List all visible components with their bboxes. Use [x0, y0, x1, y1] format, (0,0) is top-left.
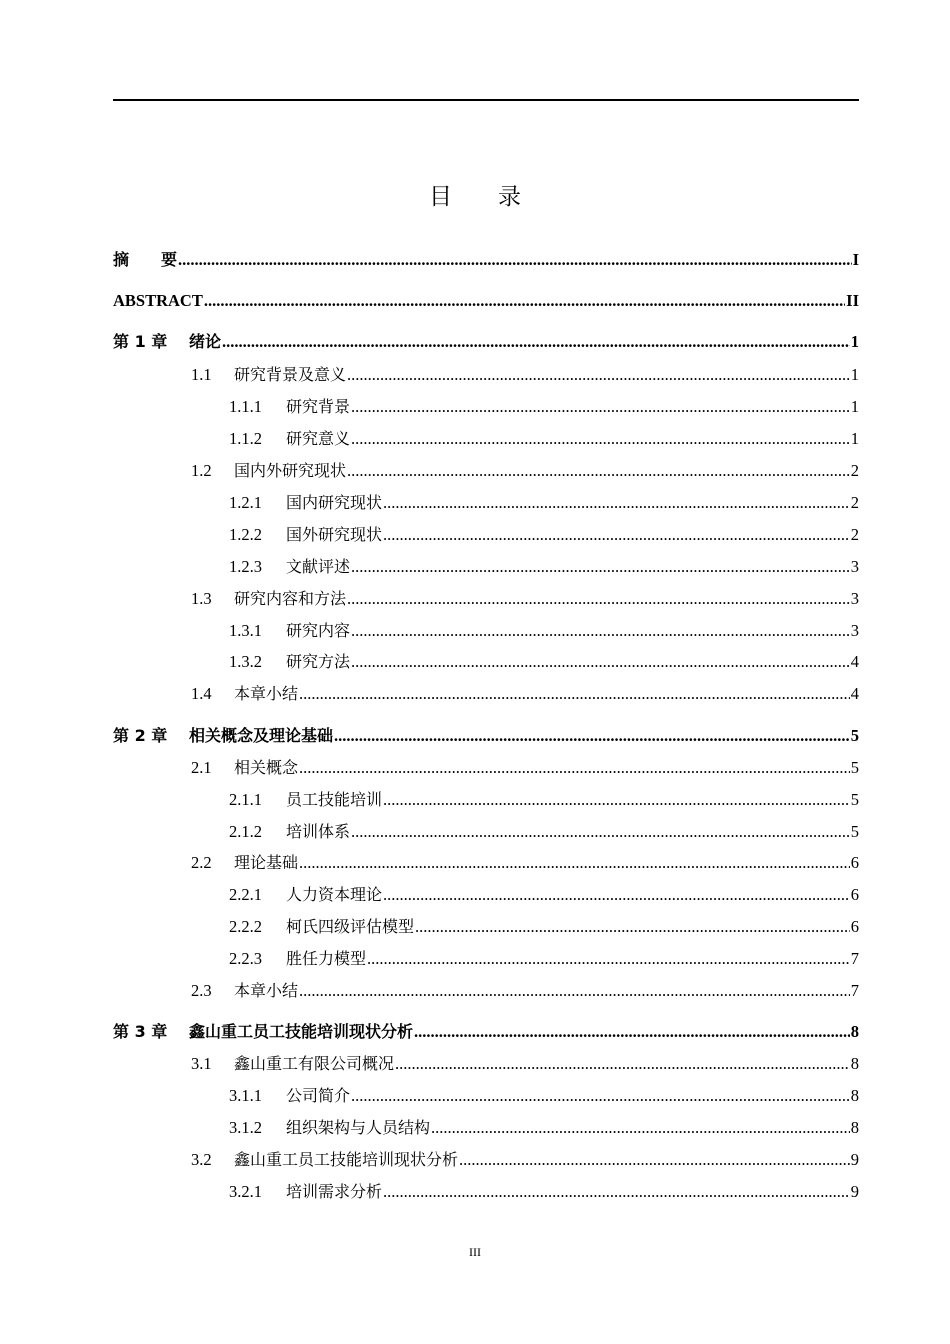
toc-entry-label: 培训体系	[286, 822, 351, 841]
toc-entry-number: 3.2.1	[229, 1182, 262, 1201]
toc-entry-label: 研究内容和方法	[234, 589, 347, 608]
dot-leader	[351, 651, 850, 673]
toc-entry-label: 国内研究现状	[286, 493, 383, 512]
header-rule	[113, 99, 859, 101]
toc-entry-page: 7	[850, 981, 859, 1000]
toc-entry-number: 1.2.2	[229, 525, 262, 544]
toc-entry-number: 1.1.1	[229, 397, 262, 416]
toc-entry-label: 研究背景及意义	[234, 365, 347, 384]
dot-leader	[351, 821, 850, 843]
dot-leader	[395, 1053, 850, 1075]
toc-entry-number: 2.2.1	[229, 885, 262, 904]
toc-entry-label: 公司简介	[286, 1086, 351, 1105]
toc-entry-number: 1.1	[191, 365, 212, 384]
toc-entry-page: 1	[850, 397, 859, 416]
dot-leader	[334, 725, 850, 747]
toc-entry[interactable]	[0, 588, 950, 610]
toc-entry-number: 2.2	[191, 853, 212, 872]
toc-entry-label: 本章小结	[234, 684, 299, 703]
toc-entry-label: 相关概念及理论基础	[189, 726, 334, 745]
toc-entry[interactable]	[0, 725, 950, 747]
toc-entry-page: 1	[850, 365, 859, 384]
dot-leader	[347, 588, 850, 610]
toc-entry-page: 8	[850, 1022, 859, 1041]
toc-entry-label: 柯氏四级评估模型	[286, 917, 415, 936]
toc-entry-page: 3	[850, 557, 859, 576]
toc-entry-label: 鑫山重工员工技能培训现状分析	[189, 1022, 414, 1041]
toc-entry-label: ABSTRACT	[113, 291, 203, 310]
toc-entry-number: 2.3	[191, 981, 212, 1000]
dot-leader	[347, 460, 850, 482]
dot-leader	[351, 396, 850, 418]
toc-entry[interactable]	[0, 428, 950, 450]
toc-entry-label: 员工技能培训	[286, 790, 383, 809]
toc-entry[interactable]	[0, 757, 950, 779]
dot-leader	[415, 916, 850, 938]
toc-entry-number: 2.1.1	[229, 790, 262, 809]
toc-entry-label: 研究背景	[286, 397, 351, 416]
dot-leader	[383, 524, 850, 546]
dot-leader	[414, 1021, 850, 1043]
toc-entry-label: 组织架构与人员结构	[286, 1118, 431, 1137]
toc-entry[interactable]	[0, 1021, 950, 1043]
toc-entry-page: 6	[850, 853, 859, 872]
toc-entry-number: 1.1.2	[229, 429, 262, 448]
toc-entry-number: 第 2 章	[113, 726, 168, 745]
toc-entry-page: 8	[850, 1054, 859, 1073]
toc-entry-number: 3.2	[191, 1150, 212, 1169]
dot-leader	[351, 556, 850, 578]
toc-entry[interactable]	[0, 290, 950, 312]
toc-entry[interactable]	[0, 331, 950, 353]
toc-entry-label: 文献评述	[286, 557, 351, 576]
dot-leader	[383, 492, 850, 514]
toc-entry-page: 5	[850, 822, 859, 841]
dot-leader	[299, 980, 850, 1002]
dot-leader	[351, 1085, 850, 1107]
dot-leader	[222, 331, 850, 353]
toc-entry[interactable]	[0, 492, 950, 514]
toc-entry[interactable]	[0, 916, 950, 938]
dot-leader	[299, 757, 850, 779]
toc-entry[interactable]	[0, 1117, 950, 1139]
toc-entry-page: 5	[850, 790, 859, 809]
toc-entry-number: 2.2.3	[229, 949, 262, 968]
toc-entry-page: 6	[850, 885, 859, 904]
toc-entry-number: 1.3	[191, 589, 212, 608]
toc-entry-label: 鑫山重工员工技能培训现状分析	[234, 1150, 459, 1169]
toc-entry[interactable]	[0, 948, 950, 970]
page-number: III	[469, 1245, 481, 1259]
toc-entry-label: 研究内容	[286, 621, 351, 640]
toc-entry-page: 9	[850, 1150, 859, 1169]
toc-entry[interactable]	[0, 1181, 950, 1203]
dot-leader	[299, 683, 850, 705]
toc-entry[interactable]	[0, 789, 950, 811]
toc-entry-label: 研究方法	[286, 652, 351, 671]
dot-leader	[204, 290, 845, 312]
dot-leader	[351, 620, 850, 642]
toc-entry-label: 胜任力模型	[286, 949, 367, 968]
toc-entry-number: 1.3.1	[229, 621, 262, 640]
dot-leader	[459, 1149, 850, 1171]
toc-entry[interactable]	[0, 556, 950, 578]
toc-entry[interactable]	[0, 683, 950, 705]
toc-entry-label: 培训需求分析	[286, 1182, 383, 1201]
toc-entry-label: 相关概念	[234, 758, 299, 777]
toc-entry-number: 1.3.2	[229, 652, 262, 671]
dot-leader	[383, 884, 850, 906]
toc-entry[interactable]	[0, 620, 950, 642]
toc-entry-page: 3	[850, 589, 859, 608]
toc-entry[interactable]	[0, 249, 950, 271]
toc-entry-page: 2	[850, 525, 859, 544]
toc-entry[interactable]	[0, 1085, 950, 1107]
dot-leader	[383, 1181, 850, 1203]
toc-entry-page: 7	[850, 949, 859, 968]
toc-entry[interactable]	[0, 460, 950, 482]
toc-entry-page: 8	[850, 1086, 859, 1105]
dot-leader	[431, 1117, 850, 1139]
toc-title	[0, 178, 950, 211]
toc-entry-number: 3.1	[191, 1054, 212, 1073]
toc-entry-label: 本章小结	[234, 981, 299, 1000]
toc-entry[interactable]	[0, 524, 950, 546]
toc-entry-page: 5	[850, 726, 859, 745]
toc-entry-label: 人力资本理论	[286, 885, 383, 904]
toc-entry[interactable]	[0, 364, 950, 386]
toc-entry-number: 1.2	[191, 461, 212, 480]
toc-entry-number: 第 1 章	[113, 332, 168, 351]
toc-entry-label: 国内外研究现状	[234, 461, 347, 480]
dot-leader	[347, 364, 850, 386]
toc-entry-number: 2.1.2	[229, 822, 262, 841]
dot-leader	[367, 948, 850, 970]
toc-entry-page: I	[852, 250, 859, 269]
toc-entry-page: II	[846, 291, 859, 310]
toc-entry-number: 3.1.1	[229, 1086, 262, 1105]
toc-entry-number: 1.4	[191, 684, 212, 703]
dot-leader	[351, 428, 850, 450]
toc-entry-number: 1.2.1	[229, 493, 262, 512]
toc-entry[interactable]	[0, 852, 950, 874]
dot-leader	[299, 852, 850, 874]
toc-entry-page: 9	[850, 1182, 859, 1201]
toc-entry-label: 绪论	[189, 332, 222, 351]
toc-entry-page: 5	[850, 758, 859, 777]
toc-entry[interactable]	[0, 884, 950, 906]
toc-entry[interactable]	[0, 1053, 950, 1075]
toc-entry[interactable]	[0, 651, 950, 673]
toc-entry[interactable]	[0, 396, 950, 418]
toc-title-char-1: 目	[429, 184, 452, 210]
dot-leader	[383, 789, 850, 811]
toc-entry-page: 2	[850, 461, 859, 480]
toc-entry-label: 理论基础	[234, 853, 299, 872]
toc-title-char-2: 录	[498, 184, 521, 210]
toc-entry-number: 2.2.2	[229, 917, 262, 936]
toc-entry-page: 1	[850, 429, 859, 448]
toc-entry-page: 8	[850, 1118, 859, 1137]
toc-entry-page: 3	[850, 621, 859, 640]
toc-entry-number: 3.1.2	[229, 1118, 262, 1137]
toc-entry[interactable]	[0, 1149, 950, 1171]
toc-entry[interactable]	[0, 821, 950, 843]
toc-entry-number: 第 3 章	[113, 1022, 168, 1041]
toc-entry-page: 4	[850, 652, 859, 671]
toc-entry-page: 2	[850, 493, 859, 512]
toc-entry-page: 6	[850, 917, 859, 936]
toc-entry-label: 摘 要	[113, 250, 178, 269]
dot-leader	[178, 249, 852, 271]
toc-entry[interactable]	[0, 980, 950, 1002]
toc-entry-number: 2.1	[191, 758, 212, 777]
toc-entry-label: 国外研究现状	[286, 525, 383, 544]
toc-entry-page: 4	[850, 684, 859, 703]
toc-entry-number: 1.2.3	[229, 557, 262, 576]
toc-entry-label: 鑫山重工有限公司概况	[234, 1054, 395, 1073]
toc-entry-label: 研究意义	[286, 429, 351, 448]
toc-entry-page: 1	[850, 332, 859, 351]
